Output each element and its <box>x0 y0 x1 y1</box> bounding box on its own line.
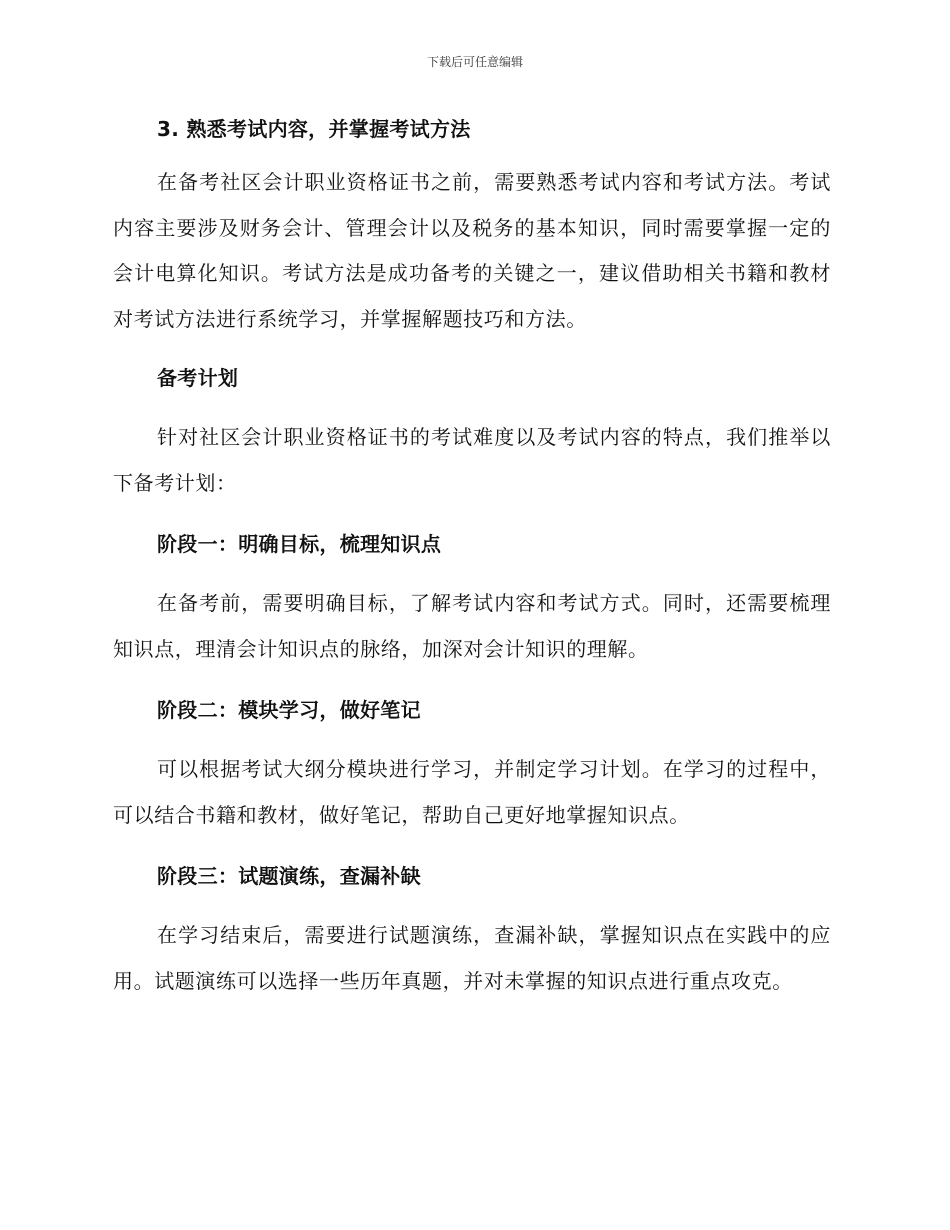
section-heading-exam-methods: 3. 熟悉考试内容，并掌握考试方法 <box>157 117 471 141</box>
paragraph-stage-two: 可以根据考试大纲分模块进行学习，并制定学习计划。在学习的过程中，可以结合书籍和教材，做好笔记，帮助自己更好地掌握知识点。 <box>113 757 831 827</box>
stage-one-heading: 阶段一：明确目标，梳理知识点 <box>157 532 442 556</box>
paragraph-exam-methods: 在备考社区会计职业资格证书之前，需要熟悉考试内容和考试方法。考试内容主要涉及财务会计、管理会计以及税务的基本知识，同时需要掌握一定的会计电算化知识。考试方法是成功备考的关键之一，建议借助相关书籍和教材对考试方法进行系统学习，并掌握解题技巧和方法。 <box>113 170 831 331</box>
section-heading-study-plan: 备考计划 <box>157 366 239 390</box>
stage-three-heading: 阶段三：试题演练，查漏补缺 <box>157 864 421 888</box>
document-body <box>113 112 831 1004</box>
paragraph-stage-one: 在备考前，需要明确目标，了解考试内容和考试方式。同时，还需要梳理知识点，理清会计知识点的脉络，加深对会计知识的理解。 <box>113 591 831 661</box>
paragraph-study-plan-intro: 针对社区会计职业资格证书的考试难度以及考试内容的特点，我们推举以下备考计划： <box>113 425 831 495</box>
stage-two-heading: 阶段二：模块学习，做好笔记 <box>157 698 421 722</box>
page-header: 下载后可任意编辑 <box>426 55 523 69</box>
paragraph-stage-three: 在学习结束后，需要进行试题演练，查漏补缺，掌握知识点在实践中的应用。试题演练可以选择一些历年真题，并对未掌握的知识点进行重点攻克。 <box>113 923 831 993</box>
